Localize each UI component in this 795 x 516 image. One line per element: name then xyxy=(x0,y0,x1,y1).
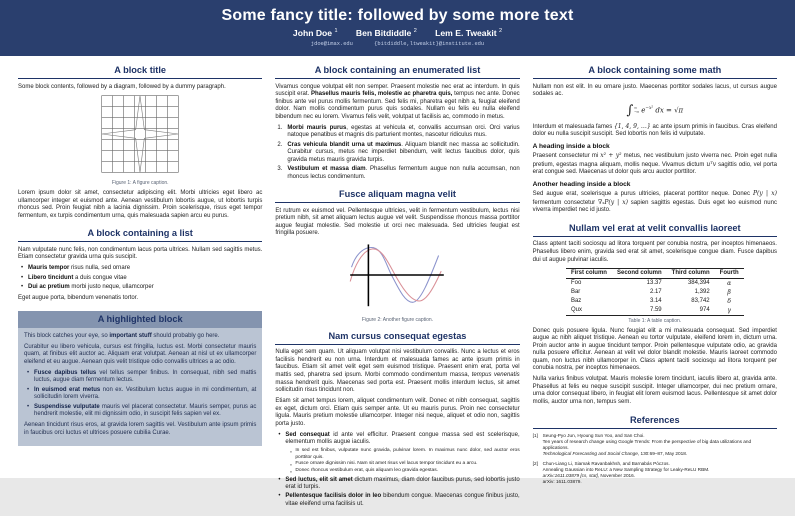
block-title: Nullam vel erat at velit convallis laoreet xyxy=(533,223,777,237)
sine-plot-figure xyxy=(345,241,449,309)
block-intro-text: Some block contents, followed by a diagram, followed by a dummy paragraph. xyxy=(18,83,226,90)
table-cell: δ xyxy=(727,297,731,305)
poster-body xyxy=(0,56,795,516)
list-item-text: morbi justo neque, ullamcorper xyxy=(69,284,154,291)
reference-authors: Chun-Liang Li, Siamak Ravanbakhsh, and Barnabás Póczos. xyxy=(542,460,670,466)
block-containing-a-list xyxy=(18,228,262,302)
figure-2 xyxy=(275,241,519,323)
enum-item xyxy=(277,142,519,165)
block-table xyxy=(533,223,777,407)
formula-exponent: −x² xyxy=(645,105,654,111)
column-header: Second column xyxy=(612,268,667,278)
author-name: Ben Bitdiddle xyxy=(355,28,412,38)
table-cell: Bar xyxy=(570,289,581,296)
bullet-list xyxy=(20,265,262,291)
column-header: Third column xyxy=(667,268,715,278)
formula-rest: dx = xyxy=(653,105,675,114)
middle-column xyxy=(275,65,519,516)
reference-body xyxy=(543,433,777,457)
body-paragraph: Class aptent taciti sociosqu ad litora torquent per conubia nostra, per inceptos himenaeos. Phasellus libero enim, gravida sed erat sit amet, scelerisque congue diam. Fusce dapibus dui ut augue pulvinar iaculis. xyxy=(532,241,777,263)
list-item-text: vel tellus semper finibus. In consequat, nibh sed mattis luctus, augue diam fermentum lectus. xyxy=(34,369,257,384)
table-cell: 1,392 xyxy=(694,289,710,296)
highlighted-block xyxy=(18,311,262,447)
author xyxy=(435,28,502,38)
enum-item xyxy=(277,166,519,181)
body-paragraph: Nullam non est elit. In eu ornare justo. Maecenas porttitor sodales lacus, ut cursus augue sodales ac. xyxy=(532,83,777,98)
block-subheading: A heading inside a block xyxy=(532,142,610,150)
para-pre: Nulla eget sem quam. Ut aliquam volutpat nisi vestibulum convallis. Nunc a lectus et eros facilisis hendrerit eu non urna. Interdum et malesuada fames ac ante ipsum primis in faucibus. Etiam sit amet velit eget sem euismod tristique. Praesent enim erat, porta vel mattis sed, pharetra sed ipsum. Morbi commodo condimentum massa, xyxy=(275,349,520,378)
author xyxy=(293,28,338,38)
list-item-text: . Phasellus fermentum augue non nulla accumsan, non rhoncus lectus condimentum. xyxy=(287,166,520,180)
body-paragraph: Lorem ipsum dolor sit amet, consectetur adipiscing elit. Morbi ultricies eget libero ac ullamcorper integer et euismod ante. Aenean vestibulum lobortis augue, ut lobortis turpis rhoncus sed. Proin feugiat nibh a lacinia dignissim. Proin scelerisque, risus eget tempor fermentum, ex turpis condimentum urna, quis malesuada sapien arcu eu purus. xyxy=(18,190,263,219)
para-pre: Interdum et malesuada fames xyxy=(532,123,614,130)
emails-line xyxy=(0,41,795,47)
para-text: metus, nec vestibulum justo viverra nec. Proin eget nulla pretium, egestas magna aliquam, mollis neque. Vivamus dictum xyxy=(532,153,777,168)
formula-base: e xyxy=(641,105,646,114)
list-item-lead: Fusce dapibus tellus xyxy=(34,369,97,376)
reference-entry xyxy=(533,433,777,457)
list-item-lead: Sed luctus, elit sit amet xyxy=(285,476,353,483)
sub-list-item: ▪ Fusce ornare dignissim nisi. Nam sit amet risus vel lacus tempor tincidunt eu a arcu. xyxy=(289,461,519,467)
enum-item xyxy=(277,125,519,140)
list-item-lead: Pellentesque facilisis dolor in leo xyxy=(285,493,382,500)
list-item-text: , egestas at vehicula et, convallis accumsan orci. Orci varius natoque penatibus et magnis dis parturient montes, nascetur ridiculus mus. xyxy=(287,124,520,139)
list-item-text: dictum maximus, diam dolor faucibus purus, sed lobortis justo erat id turpis. xyxy=(285,476,520,491)
table-row xyxy=(566,278,744,288)
list-item xyxy=(26,370,256,385)
intro-pre: Vivamus congue volutpat elit non semper. Praesent molestie nec erat ac interdum. In quis suscipit erat. xyxy=(275,83,520,98)
block-title: A block containing some math xyxy=(533,65,777,79)
block-title: A block containing a list xyxy=(18,228,262,242)
author-affiliation-sup: 2 xyxy=(499,28,503,35)
table-header-row xyxy=(566,268,744,278)
block-title: References xyxy=(533,415,777,429)
authors-line xyxy=(0,28,795,38)
table-cell: 974 xyxy=(667,306,715,316)
list-item xyxy=(277,477,519,492)
highlighted-block-title: A highlighted block xyxy=(18,311,262,328)
reference-venue-details: , 130:69–87, May 2018. xyxy=(637,451,688,457)
left-column xyxy=(18,65,262,516)
para-post: ac ante ipsum primis in faucibus. Cras eleifend dolor eu nulla suscipit suscipit. Sed lobortis non felis id vulputate. xyxy=(532,123,777,138)
reference-title: Ten years of research change using Google Trends: From the perspective of big data utilizations and applications. xyxy=(542,439,752,451)
table-cell: 3.14 xyxy=(649,298,662,305)
block-title: A block containing an enumerated list xyxy=(275,65,519,79)
block-some-math xyxy=(533,65,777,215)
list-item-lead: Suspendisse vulputate xyxy=(34,403,100,410)
integral-sign: ∫ xyxy=(626,102,634,118)
references-list xyxy=(533,433,777,485)
body-paragraph xyxy=(533,152,777,177)
block-a-block-title xyxy=(18,65,262,220)
body-paragraph xyxy=(533,190,777,215)
list-item-lead: Cras vehicula blandit urna ut maximus xyxy=(287,141,402,148)
table-cell: 83,742 xyxy=(691,298,710,305)
email-address: jdoe@imax.edu xyxy=(310,41,353,47)
reference-authors: Seung-Pyo Jun, Hyoung Sun Yoo, and San Choi. xyxy=(542,433,645,439)
list-item-lead: Libero tincidunt xyxy=(28,274,74,281)
inline-math: x² + y² xyxy=(600,152,622,160)
poster-header xyxy=(0,0,795,56)
body-paragraph: Aenean tincidunt risus eros, at gravida lorem sagittis vel. Vestibulum ante ipsum primis in faucibus orci luctus et ultrices posuere cubilia Curae. xyxy=(24,422,257,436)
para-text: fermentum consectetur xyxy=(532,199,598,206)
enumerated-list xyxy=(277,125,519,181)
table-cell: Foo xyxy=(570,280,582,287)
author-name: Lem E. Tweakit xyxy=(435,28,497,38)
table-cell: 384,394 xyxy=(687,280,710,287)
reference-number: [2] xyxy=(532,460,538,466)
para-post: massa hendrerit quis. Maecenas sed porta est. Praesent mollis interdum lectus, sit amet sollicitudin risus tincidunt non. xyxy=(275,379,520,394)
list-item-text: a duis congue vitae xyxy=(73,274,127,281)
formula-sqrt-pi: √π xyxy=(674,105,684,114)
list-item-text: non ex. Vestibulum luctus augue in mi condimentum, at sollicitudin lorem viverra. xyxy=(34,386,257,401)
body-paragraph: Donec quis posuere ligula. Nunc feugiat elit a mi malesuada consequat. Sed imperdiet augue ac nibh aliquet tristique. Aenean eu tortor vulputate, eleifend lorem in, dictum urna. Proin auctor ante in augue tincidunt tempor. Proin pellentesque vulputate odio, ac gravida nulla posuere efficitur. Aenean at velit vel dolor blandit molestie. Mauris laoreet commodo quam, non luctus nibh ullamcorper in. Class aptent taciti sociosqu ad litora torquent per conubia nostra, per inceptos himenaeos. xyxy=(532,327,777,372)
lower-limit: −∞ xyxy=(634,110,640,115)
grid-star-figure xyxy=(101,95,179,173)
sub-list-item: ▪ In sed est finibus, vulputate nunc gravida, pulvinar lorem. In maximus nunc dolor, sed auctor eros porttitor quis. xyxy=(289,448,519,460)
upper-limit: ∞ xyxy=(634,105,637,110)
reference-venue: arXiv:1611.03879 [cs, stat] xyxy=(542,472,598,478)
para-text: Praesent consectetur mi xyxy=(532,153,601,160)
sub-list-item: ▪ Donec rhoncus vestibulum erat, quis aliquam leo gravida egestas. xyxy=(289,468,519,474)
para-text: sagittis odio, vel porta erat congue sed. Maecenas ut dolor quis arcu auctor porttitor. xyxy=(532,161,777,176)
list-item xyxy=(20,265,262,273)
author-name: John Doe xyxy=(292,28,333,38)
bullet-list xyxy=(26,370,256,419)
data-table xyxy=(566,268,744,316)
block-references xyxy=(533,415,777,485)
lead-bold: important stuff xyxy=(109,332,152,339)
right-column xyxy=(533,65,777,516)
sub-bullet-list xyxy=(289,448,519,474)
lead-post: should probably go here. xyxy=(151,332,220,339)
figure-1 xyxy=(18,95,262,187)
table-cell: α xyxy=(727,279,732,287)
body-paragraph xyxy=(533,123,777,139)
block-enumerated-list xyxy=(275,65,519,181)
block-title: Nam cursus consequat egestas xyxy=(275,331,519,345)
table-cell: γ xyxy=(715,306,744,316)
intro-bold: Phasellus mauris felis, molestie ac pharetra quis, xyxy=(311,91,453,98)
inline-math: ∇ₓP(y | x) xyxy=(598,198,628,206)
list-item-lead: Dui ac pretium xyxy=(28,284,70,291)
block-nam-cursus xyxy=(275,331,519,509)
body-paragraph: Nulla varius finibus volutpat. Mauris molestie lorem tincidunt, iaculis libero at, gravida ante. Phasellus at felis eu neque suscipit suscipit. Integer ullamcorper, dui nec pretium ornare, urna dolor consequat libero, in feugiat elit lorem euismod lacus. Pellentesque sit amet dolor mollis, auctor urna non, tempus sem. xyxy=(532,376,777,406)
reference-number: [1] xyxy=(532,433,538,439)
figure-caption: Figure 1: A figure caption. xyxy=(111,180,169,187)
list-item-lead: Vestibulum et massa diam xyxy=(287,166,366,173)
block-fusce-aliquam xyxy=(275,189,519,323)
table-caption: Table 1: A table caption. xyxy=(628,317,682,324)
para-text: sapien sagittis egestas. Duis eget leo euismod nunc viverra imperdiet nec id justo. xyxy=(532,199,777,214)
column-header: Fourth xyxy=(715,268,744,278)
author xyxy=(356,28,417,38)
list-item-text: id ante vel efficitur. Praesent congue massa sed est scelerisque, elementum mollis augue iaculis. xyxy=(285,431,520,446)
list-item xyxy=(277,432,519,475)
reference-venue-details: , November 2016. xyxy=(597,472,636,478)
block-subheading: Another heading inside a block xyxy=(532,180,631,188)
inline-math-set: {1, 4, 9, …} xyxy=(613,122,651,130)
body-paragraph: Etiam sit amet tempus lorem, aliquet condimentum velit. Donec et nibh consequat, sagittis ex eget, dictum orci. Etiam quis semper ante. Ut eu mauris purus. Proin nec consectetur ligula. Mauris pretium molestie ullamcorper. Integer nisi neque, aliquet et odio non, sagittis porta justo. xyxy=(275,398,520,427)
column-header: First column xyxy=(566,268,612,278)
body-paragraph: Eget augue porta, bibendum venenatis tortor. xyxy=(18,295,139,302)
inline-math: P(y | x) xyxy=(753,190,777,198)
body-paragraph xyxy=(275,349,519,394)
table-cell: 7.59 xyxy=(612,306,667,316)
email-address: {bitdiddle,ltweakit}@institute.edu xyxy=(374,41,485,47)
table-cell: 13.37 xyxy=(646,280,662,287)
block-title: A block title xyxy=(18,65,262,79)
poster-title: Some fancy title: followed by some more text xyxy=(221,7,574,24)
list-item-lead: Mauris tempor xyxy=(28,265,70,272)
lead-pre: This block catches your eye, so xyxy=(24,332,110,339)
reference-venue: Technological Forecasting and Social Change xyxy=(542,451,638,457)
list-item xyxy=(20,284,262,292)
list-item-lead: Morbi mauris purus xyxy=(287,124,347,131)
lead-sentence xyxy=(24,333,256,341)
body-paragraph: Curabitur eu libero vehicula, cursus est fringilla, luctus est. Morbi consectetur mauris quam, at finibus elit auctor ac. Aliquam erat volutpat. Aenean at nisl ut ex ullamcorper eleifend et eu augue. Aenean quis velit tristique odio convallis ultrices a ac odio. xyxy=(24,343,257,365)
bullet-list xyxy=(277,432,519,509)
author-affiliation-sup: 2 xyxy=(413,28,417,35)
para-text: Sed augue erat, scelerisque a purus ultricies, placerat porttitor neque. Donec xyxy=(532,191,753,198)
author-affiliation-sup: 1 xyxy=(334,28,338,35)
display-formula xyxy=(533,103,777,118)
list-item-lead: In euismod erat metus xyxy=(34,386,101,393)
para-italic: tempus venenatis xyxy=(471,371,520,378)
list-item xyxy=(20,275,262,283)
list-item-text: mauris vel placerat consectetur. Mauris semper, purus ac hendrerit molestie, elit mi dignissim odio, in suscipit felis sapien vel ex. xyxy=(34,403,257,418)
list-item-text: . Aliquam blandit nec massa ac sollicitudin. Curabitur cursus, metus nec imperdiet bibendum, velit lectus faucibus dolor, quis gravida metus mauris gravida turpis. xyxy=(287,141,520,163)
table-cell: Qux xyxy=(566,306,612,316)
block-intro-text: Nam vulputate nunc felis, non condimentum lacus porta ultrices. Nullam sed sagittis metus. Etiam consectetur gravida urna quis suscipit. xyxy=(18,246,263,261)
list-item xyxy=(26,404,256,419)
reference-note: arXiv: 1611.03879. xyxy=(542,478,582,484)
list-item-lead: Sed consequat xyxy=(285,431,330,438)
list-item xyxy=(26,387,256,402)
reference-body xyxy=(543,461,710,485)
table-cell: 2.17 xyxy=(649,289,662,296)
integral-limits xyxy=(634,106,639,115)
block-intro-text xyxy=(275,84,519,122)
table-cell: Baz xyxy=(570,298,582,305)
table-row xyxy=(566,288,744,297)
body-paragraph: Et rutrum ex euismod vel. Pellentesque ultricies, velit in fermentum vestibulum, lectus nisi pretium nibh, sit amet aliquam lectus augue vel velit. Suspendisse rhoncus massa porttitor augue feugiat molestie. Sed molestie ut orci nec malesuada. Sed ultricies feugiat est fringilla posuere. xyxy=(275,207,520,237)
table-row xyxy=(566,297,744,306)
table-row xyxy=(566,306,744,316)
table-cell: β xyxy=(727,288,731,296)
figure-caption: Figure 2: Another figure caption. xyxy=(361,316,434,323)
intro-post: tempus nec ante. Donec finibus ante vel purus mollis fermentum. Sed felis mi, pharetra eget nibh a, feugiat eleifend dolor. Nam mollis condimentum purus quis sodales. Nullam eu felis eu nulla eleifend bibendum nec eu lorem. Vivamus felis velit, volutpat ut facilisis ac, commodo in metus. xyxy=(275,91,520,120)
reference-entry xyxy=(533,461,777,485)
highlighted-block-body xyxy=(18,328,262,447)
block-title: Fusce aliquam magna velit xyxy=(275,189,519,203)
list-item-text: risus nulla, sed ornare xyxy=(69,265,131,272)
list-item xyxy=(277,493,519,508)
reference-title: Annealing Gaussian into ReLU: a New Sampling Strategy for Leaky-ReLU RBM. xyxy=(542,466,710,472)
inline-math: uᵀv xyxy=(706,160,717,168)
list-item-text: bibendum congue. Maecenas congue finibus justo, vitae eleifend urna facilisis ut. xyxy=(285,493,520,507)
